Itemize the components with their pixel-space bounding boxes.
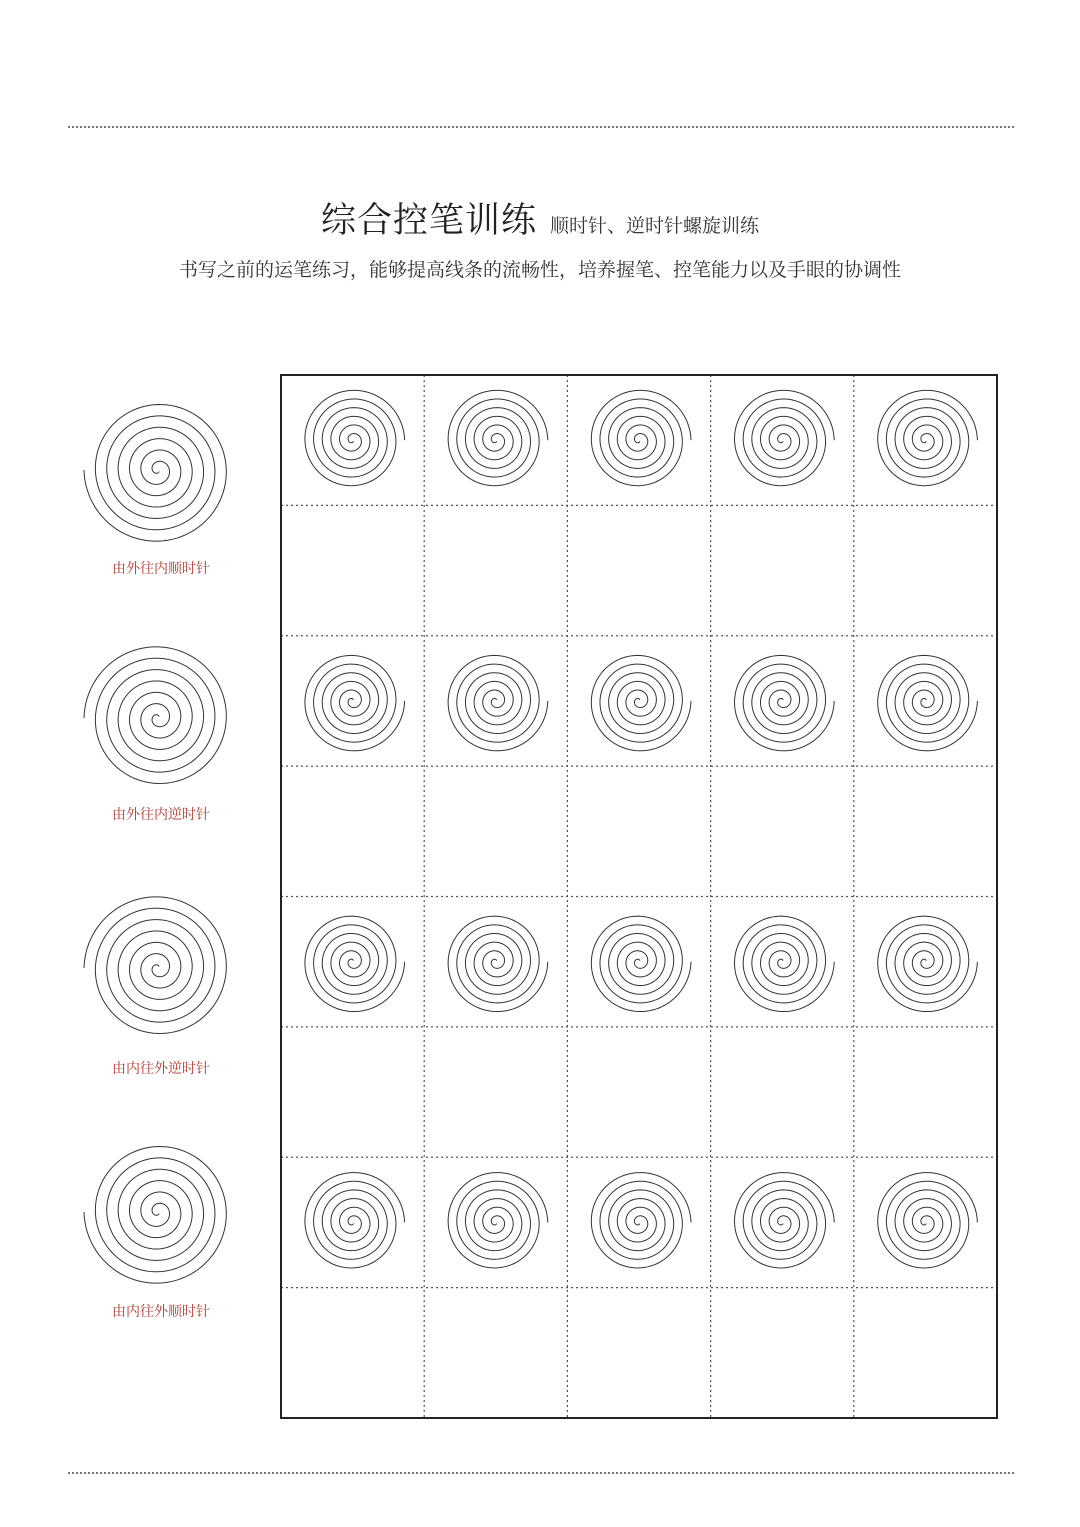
exercise-label-3: 由内往外逆时针 bbox=[112, 1061, 210, 1077]
tracing-spiral-row-2 bbox=[735, 655, 835, 750]
tracing-spiral-row-1 bbox=[305, 390, 405, 485]
tracing-spiral-row-2 bbox=[305, 655, 405, 750]
tracing-spiral-row-4 bbox=[448, 1173, 548, 1268]
tracing-spiral-row-3 bbox=[878, 916, 978, 1011]
grid-border bbox=[281, 375, 997, 1418]
page-subtitle: 顺时针、逆时针螺旋训练 bbox=[550, 215, 760, 237]
page-description: 书写之前的运笔练习，能够提高线条的流畅性，培养握笔、控笔能力以及手眼的协调性 bbox=[178, 259, 901, 281]
exercise-label-4: 由内往外顺时针 bbox=[112, 1304, 210, 1320]
tracing-spiral-row-3 bbox=[735, 916, 835, 1011]
tracing-spiral-row-4 bbox=[305, 1173, 405, 1268]
tracing-spiral-row-2 bbox=[591, 655, 691, 750]
tracing-spiral-row-3 bbox=[305, 916, 405, 1011]
practice-grid[interactable] bbox=[281, 375, 997, 1418]
tracing-spiral-row-2 bbox=[878, 655, 978, 750]
tracing-spiral-row-3 bbox=[591, 916, 691, 1011]
tracing-spiral-row-1 bbox=[878, 390, 978, 485]
exercise-label-1: 由外往内顺时针 bbox=[112, 561, 210, 577]
spiral-outside-in-counterclockwise-icon bbox=[84, 647, 226, 784]
tracing-spiral-row-1 bbox=[735, 390, 835, 485]
tracing-spiral-row-3 bbox=[448, 916, 548, 1011]
spiral-outside-in-clockwise-icon bbox=[84, 405, 226, 542]
tracing-spiral-row-4 bbox=[735, 1173, 835, 1268]
tracing-spiral-row-2 bbox=[448, 655, 548, 750]
spiral-inside-out-clockwise-icon bbox=[84, 1147, 226, 1284]
tracing-spiral-row-4 bbox=[591, 1173, 691, 1268]
page-title: 综合控笔训练 bbox=[320, 201, 537, 241]
spiral-inside-out-counterclockwise-icon bbox=[84, 897, 226, 1034]
tracing-spiral-row-1 bbox=[448, 390, 548, 485]
exercise-label-2: 由外往内逆时针 bbox=[112, 807, 210, 823]
bottom-dotted-rule bbox=[68, 1472, 1014, 1474]
tracing-spiral-row-4 bbox=[878, 1173, 978, 1268]
tracing-spiral-row-1 bbox=[591, 390, 691, 485]
tracing-spirals bbox=[305, 390, 977, 1268]
sample-spirals bbox=[84, 405, 226, 1284]
